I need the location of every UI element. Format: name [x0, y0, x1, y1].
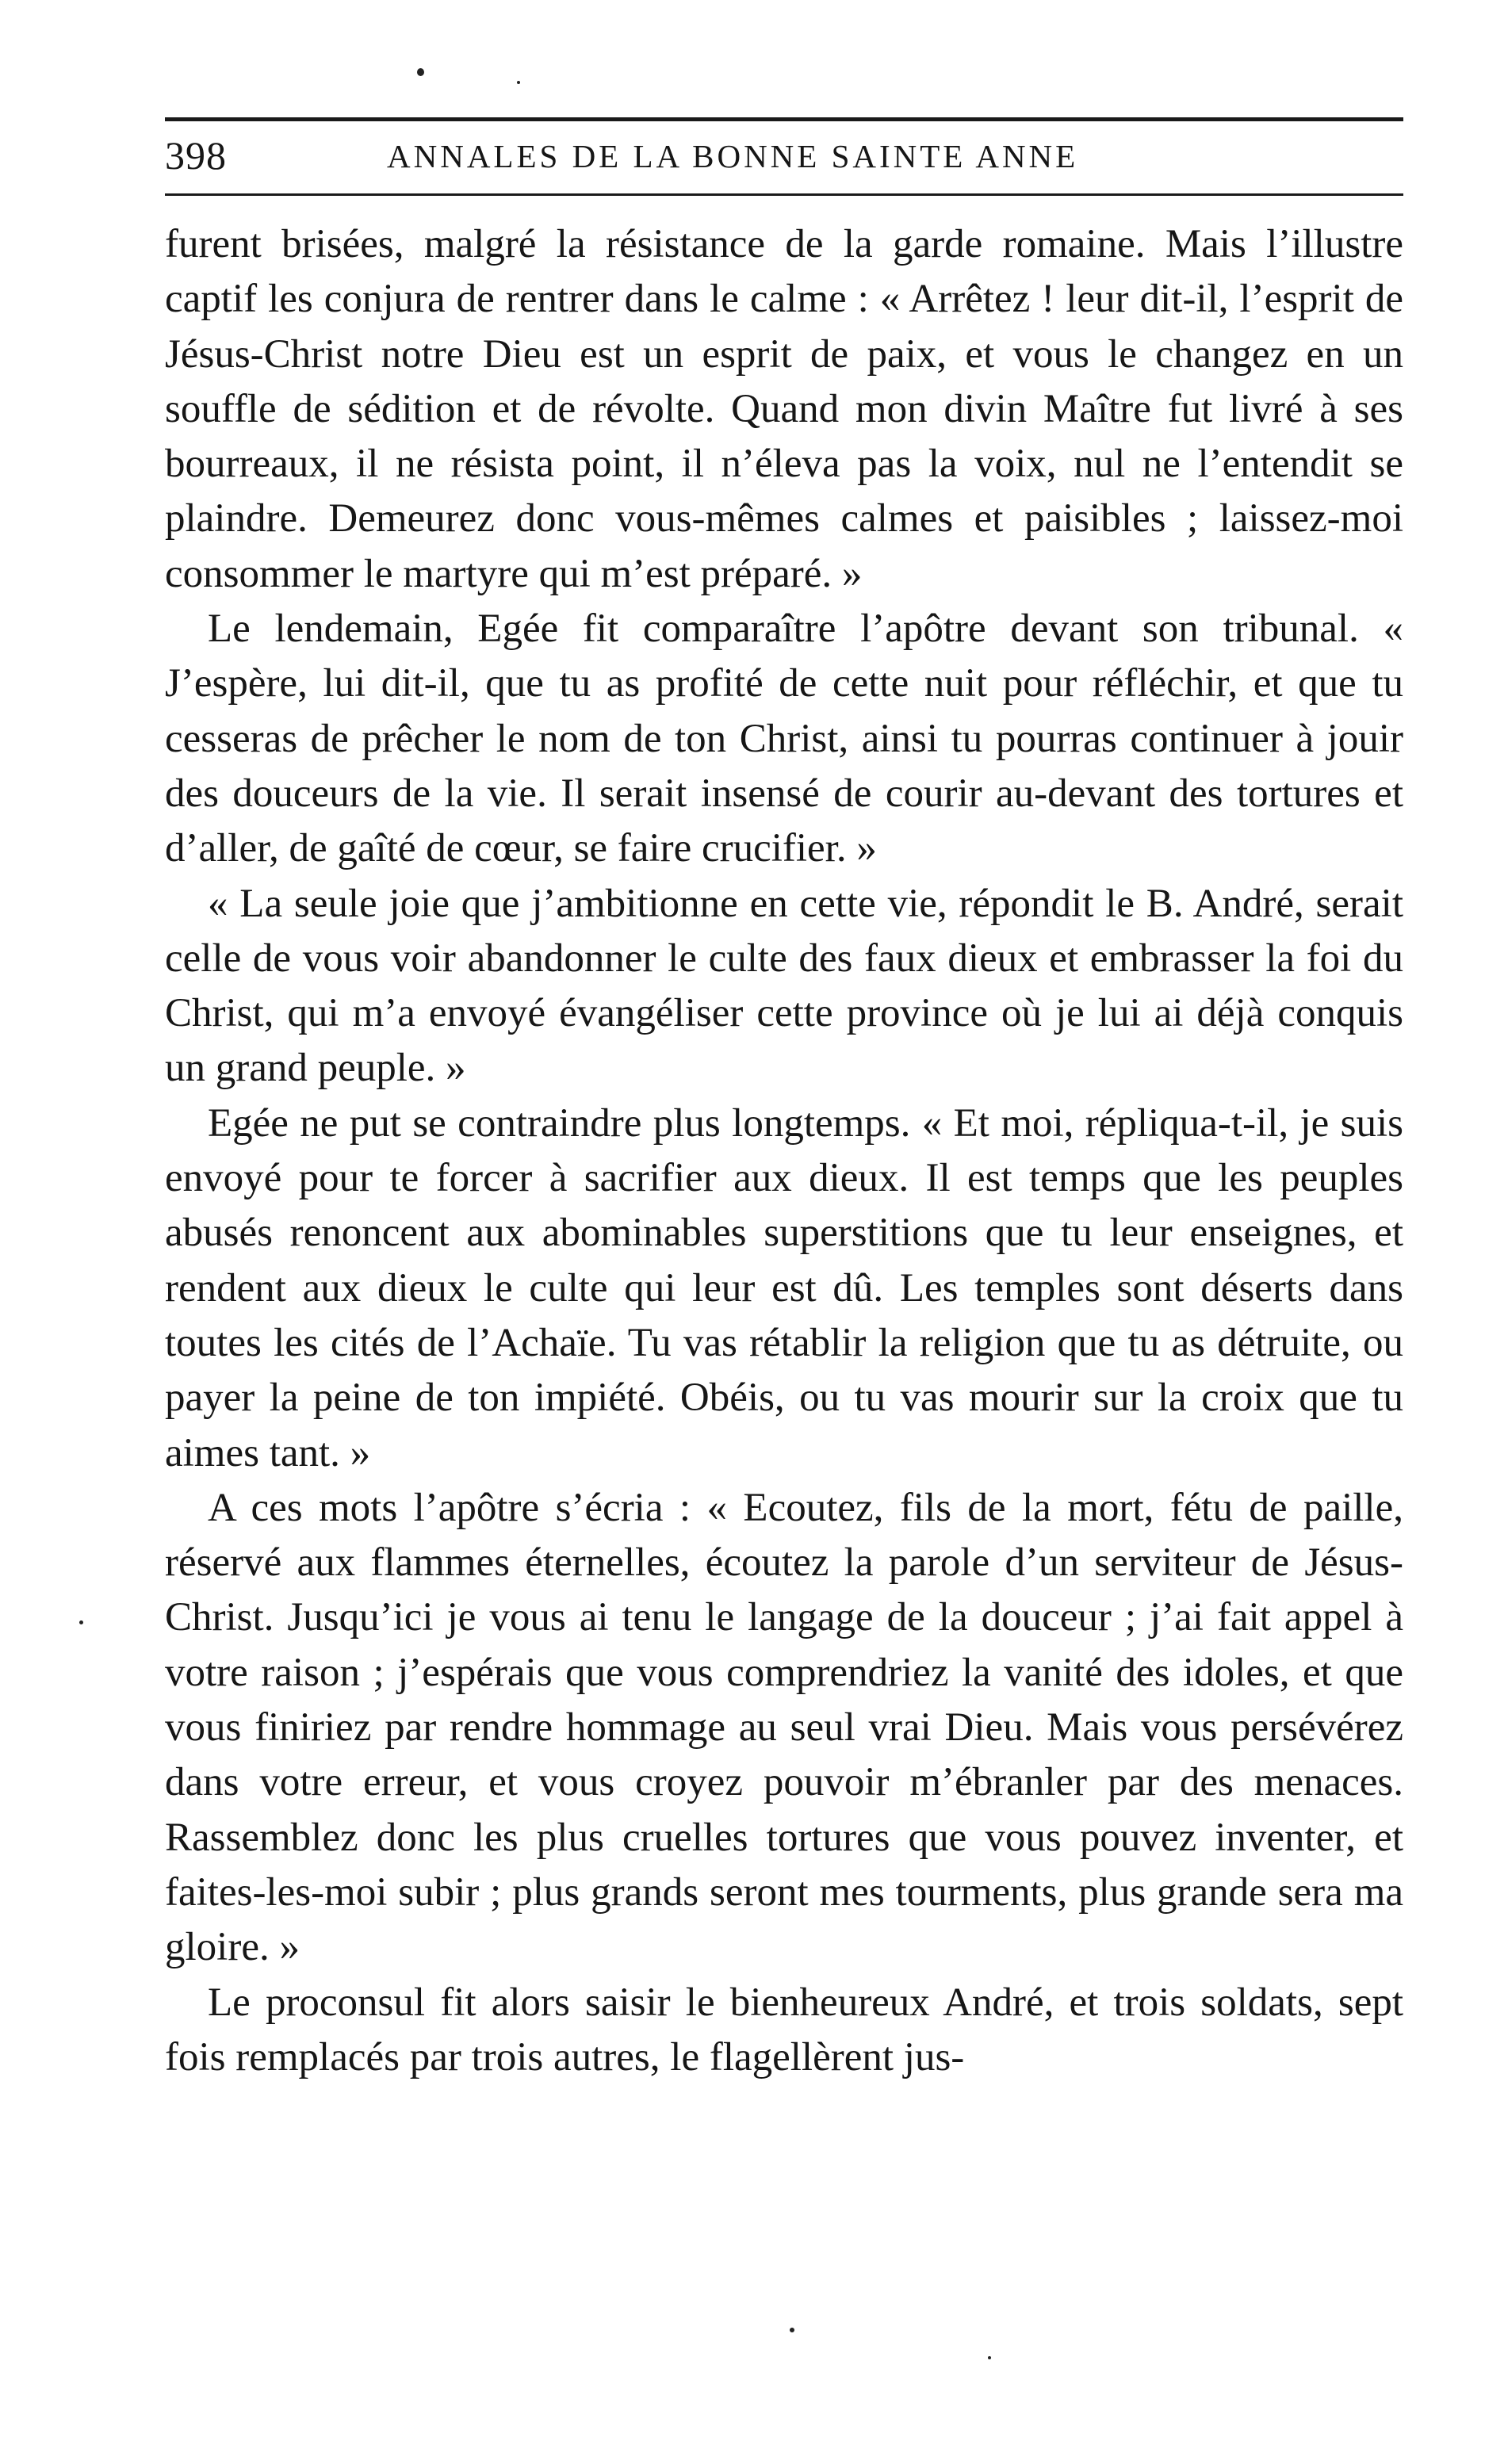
print-speck: [417, 68, 424, 76]
paragraph: Egée ne put se contraindre plus longtemps. « Et moi, répliqua-t-il, je suis envoyé pour te forcer à sacrifier aux dieux. Il est temps que les peuples abusés renoncent aux abominables superstitions que tu leur enseignes, et rendent aux dieux le culte qui leur est dû. Les temples sont déserts dans toutes les cités de l’Achaïe. Tu vas rétablir la religion que tu as détruite, ou payer la peine de ton impiété. Obéis, ou tu vas mourir sur la croix que tu aimes tant. »: [165, 1100, 1403, 1475]
paragraph: Le lendemain, Egée fit comparaître l’apôtre devant son tribunal. « J’espère, lui dit-il, que tu as profité de cette nuit pour réfléchir, et que tu cesseras de prêcher le nom de ton Christ, ainsi tu pourras continuer à jouir des douceurs de la vie. Il serait insensé de courir au-devant des tortures et d’aller, de gaîté de cœur, se faire crucifier. »: [165, 606, 1403, 871]
print-speck: [790, 2328, 794, 2332]
paragraph: A ces mots l’apôtre s’écria : « Ecoutez, fils de la mort, fétu de paille, réservé aux flammes éternelles, écoutez la parole d’un serviteur de Jésus-Christ. Jusqu’ici je vous ai tenu le langage de la douceur ; j’ai fait appel à votre raison ; j’espérais que vous comprendriez la vanité des idoles, et que vous finiriez par rendre hommage au seul vrai Dieu. Mais vous persévérez dans votre erreur, et vous croyez pouvoir m’ébranler par des menaces. Rassemblez donc les plus cruelles tortures que vous pouvez inventer, et faites-les-moi subir ; plus grands seront mes tourments, plus grande sera ma gloire. »: [165, 1485, 1403, 1970]
print-speck: [517, 81, 520, 84]
print-speck: [79, 1620, 83, 1624]
page-number: 398: [165, 133, 227, 178]
paragraph: « La seule joie que j’ambitionne en cette vie, répondit le B. André, serait celle de vous voir abandonner le culte des faux dieux et embrasser la foi du Christ, qui m’a envoyé évangéliser cette province où je lui ai déjà conquis un grand peuple. »: [165, 881, 1403, 1091]
body-text: [165, 217, 1403, 2085]
print-speck: [988, 2356, 991, 2359]
paragraph: furent brisées, malgré la résistance de la garde romaine. Mais l’illustre captif les conjura de rentrer dans le calme : « Arrêtez ! leur dit-il, l’esprit de Jésus-Christ notre Dieu est un esprit de paix, et vous le changez en un souffle de sédition et de révolte. Quand mon divin Maître fut livré à ses bourreaux, il ne résista point, il n’éleva pas la voix, nul ne l’entendit se plaindre. Demeurez donc vous-mêmes calmes et paisibles ; laissez-moi consommer le martyre qui m’est préparé. »: [165, 222, 1403, 596]
header-bottom-rule: [165, 193, 1403, 196]
paragraph: Le proconsul fit alors saisir le bienheureux André, et trois soldats, sept fois remplacés par trois autres, le flagellèrent jus-: [165, 1980, 1403, 2079]
page-header: [165, 127, 1403, 186]
header-top-rule: [165, 117, 1403, 121]
running-title: ANNALES DE LA BONNE SAINTE ANNE: [387, 138, 1079, 174]
